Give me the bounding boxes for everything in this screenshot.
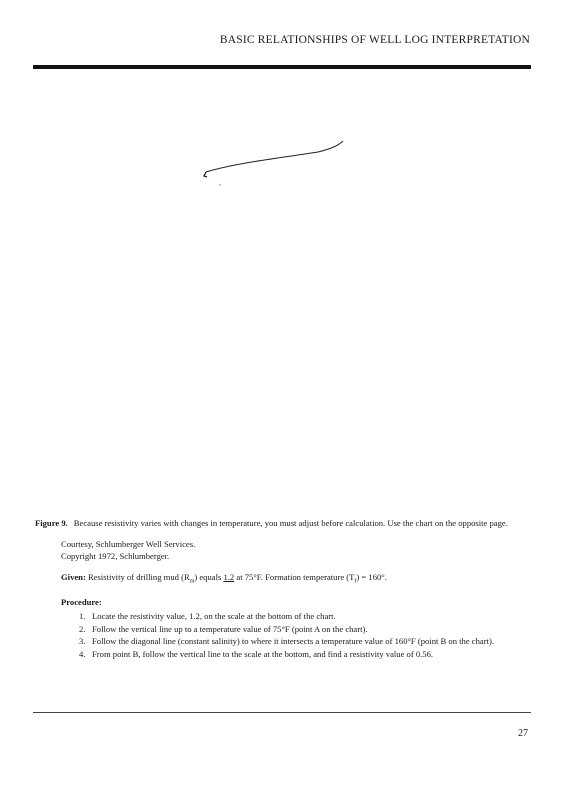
rm-subscript: m <box>189 578 195 585</box>
copyright-line: Copyright 1972, Schlumberger. <box>61 551 170 561</box>
footer-rule <box>33 712 531 713</box>
page-number: 27 <box>518 728 528 739</box>
pen-stroke-mark <box>190 130 360 200</box>
pen-stroke-dot <box>219 184 220 185</box>
figure-label: Figure 9. <box>35 518 68 528</box>
figure-caption-line <box>35 517 530 530</box>
step-number: 4. <box>79 648 86 659</box>
given-text-mid: ) equals <box>194 571 224 582</box>
procedure-heading: Procedure: <box>61 596 102 607</box>
given-text-end: ) = 160°. <box>356 571 387 582</box>
given-text-after: at 75°F. Formation temperature (T <box>234 571 355 582</box>
procedure-step <box>79 610 530 623</box>
given-label: Given: <box>61 571 86 582</box>
step-number: 3. <box>79 636 86 647</box>
rm-value: 1.2 <box>223 571 235 582</box>
step-text: From point B, follow the vertical line to the scale at the bottom, and find a resistivity value of 0.56. <box>92 648 434 659</box>
courtesy-line: Courtesy, Schlumberger Well Services. <box>61 538 196 549</box>
step-number: 1. <box>79 611 86 622</box>
pen-stroke-hook <box>204 172 207 177</box>
given-text-before: Resistivity of drilling mud (R <box>87 571 190 582</box>
procedure-step <box>79 648 530 661</box>
given-statement <box>61 571 530 588</box>
procedure-step <box>79 635 530 648</box>
procedure-steps <box>35 610 530 660</box>
procedure-step <box>79 623 530 636</box>
step-text: Locate the resistivity value, 1.2, on the scale at the bottom of the chart. <box>92 611 336 622</box>
running-header: BASIC RELATIONSHIPS OF WELL LOG INTERPRETATION <box>219 34 530 46</box>
pen-stroke-curve <box>206 141 343 172</box>
header-rule <box>33 65 531 69</box>
step-number: 2. <box>79 623 86 634</box>
tf-subscript: f <box>354 578 357 585</box>
figure-caption <box>35 517 530 660</box>
step-text: Follow the diagonal line (constant salinity) to where it intersects a temperature value of 160°F (point B on the chart). <box>92 636 494 647</box>
step-text: Follow the vertical line up to a temperature value of 75°F (point A on the chart). <box>92 623 368 634</box>
figure-caption-text: Because resistivity varies with changes in temperature, you must adjust before calculation. Use the chart on the opposite page. <box>73 518 508 528</box>
